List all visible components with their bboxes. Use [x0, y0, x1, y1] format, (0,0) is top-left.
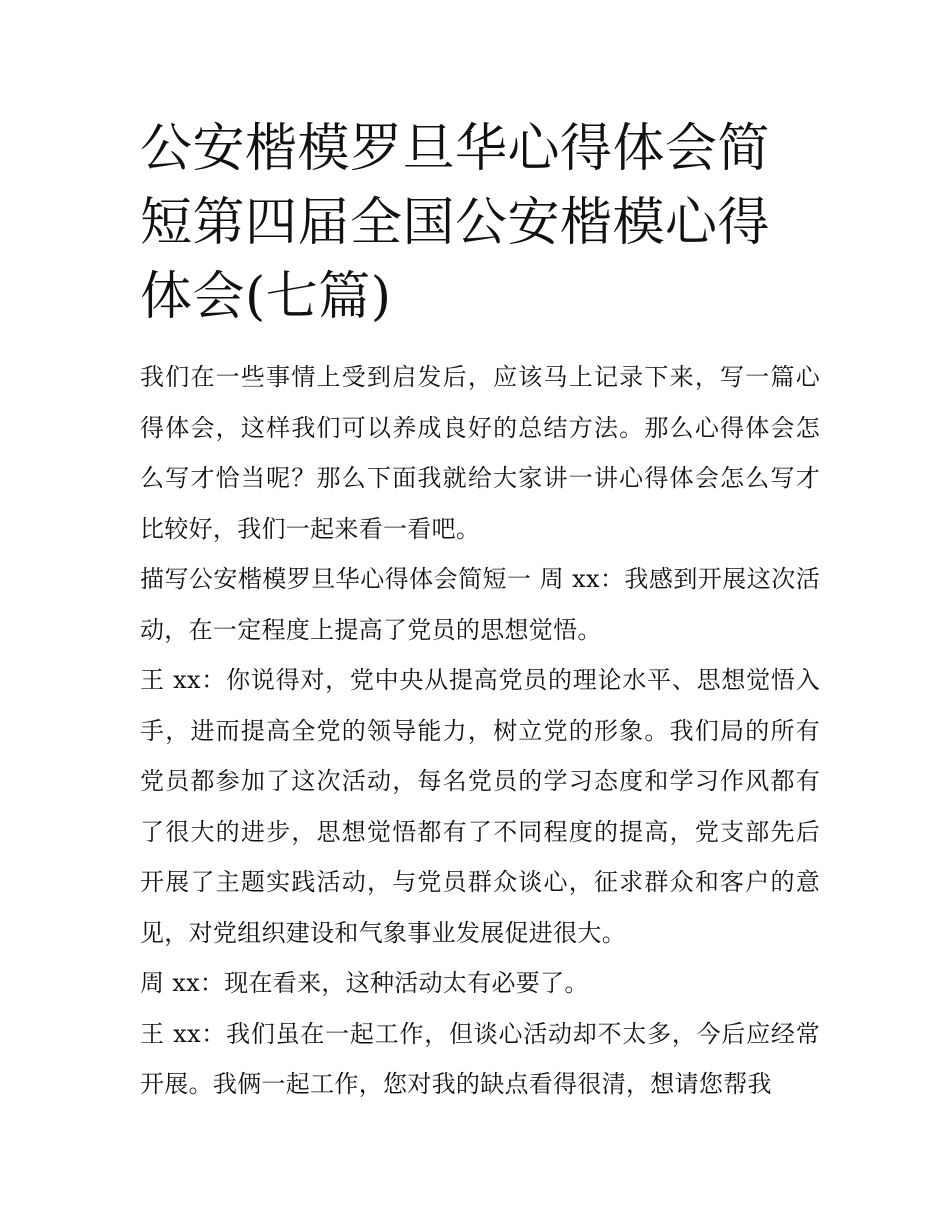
paragraph-intro: 我们在一些事情上受到启发后，应该马上记录下来，写一篇心得体会，这样我们可以养成良好的总结方法。那么心得体会怎么写才恰当呢？那么下面我就给大家讲一讲心得体会怎么写才比较好，我们一起来看一看吧。 — [140, 363, 820, 543]
document-body — [140, 112, 820, 1110]
paragraph-2: 王 xx：你说得对，党中央从提高党员的理论水平、思想觉悟入手，进而提高全党的领导能力，树立党的形象。我们局的所有党员都参加了这次活动，每名党员的学习态度和学习作风都有了很大的进步，思想觉悟都有了不同程度的提高，党支部先后开展了主题实践活动，与党员群众谈心，征求群众和客户的意见，对党组织建设和气象事业发展促进很大。 — [140, 666, 820, 947]
paragraph-4: 王 xx：我们虽在一起工作，但谈心活动却不太多，今后应经常开展。我俩一起工作，您对我的缺点看得很清，想请您帮我 — [140, 1019, 820, 1098]
paragraph-1: 描写公安楷模罗旦华心得体会简短一 周 xx：我感到开展这次活动，在一定程度上提高了党员的思想觉悟。 — [140, 565, 820, 644]
paragraph-3: 周 xx：现在看来，这种活动太有必要了。 — [140, 969, 589, 997]
document-title: 公安楷模罗旦华心得体会简短第四届全国公安楷模心得体会(七篇) — [140, 119, 771, 327]
